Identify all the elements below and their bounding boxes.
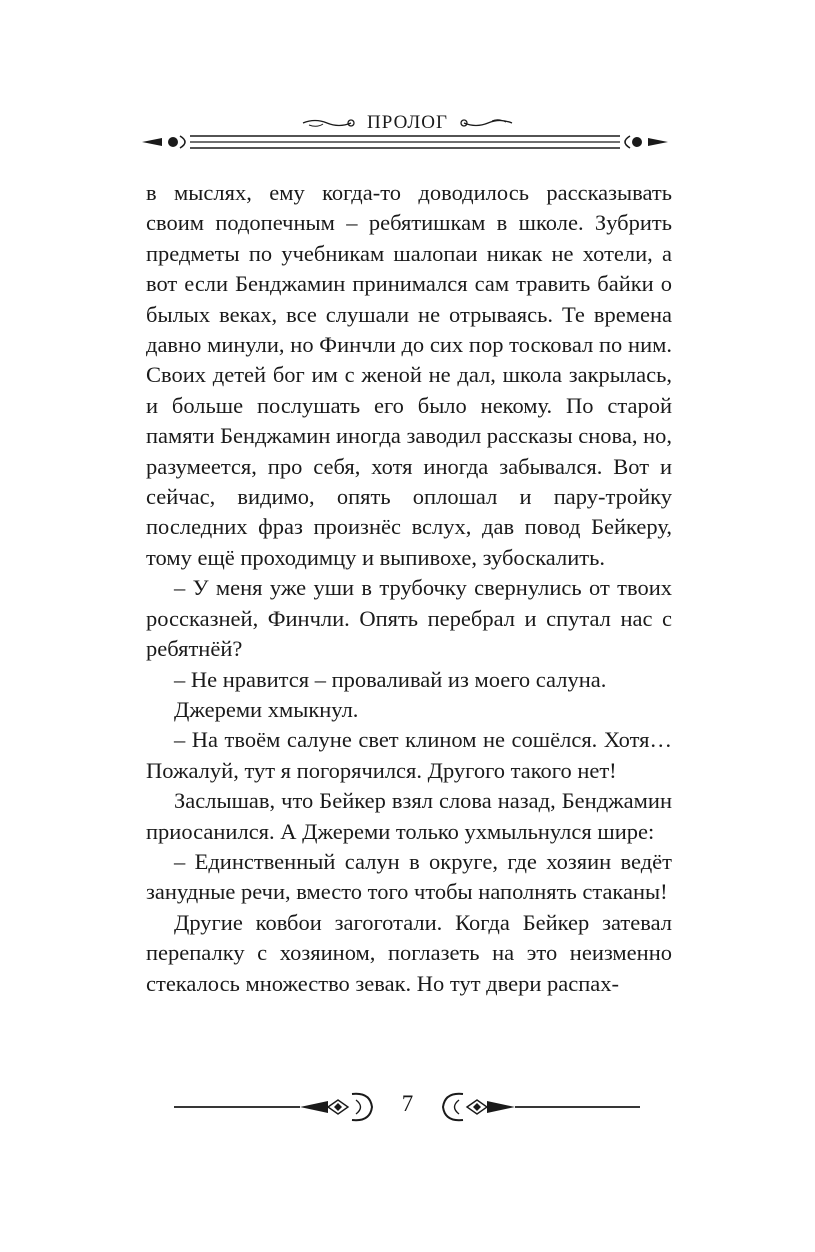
body-text <box>146 178 672 999</box>
paragraph: Джереми хмыкнул. <box>174 696 359 722</box>
paragraph: – У меня уже уши в трубочку свернулись от твоих россказней, Финчли. Опять перебрал и спутал нас с ребятнёй? <box>146 575 672 662</box>
header-ornamental-rule <box>140 132 670 156</box>
right-flourish-icon <box>458 116 514 130</box>
chapter-title: ПРОЛОГ <box>367 112 448 133</box>
paragraph: – На твоём салуне свет клином не сошёлся. Хотя… Пожалуй, тут я погорячился. Другого такого нет! <box>146 727 672 783</box>
left-flourish-icon <box>301 116 357 130</box>
paragraph: Другие ковбои загоготали. Когда Бейкер затевал перепалку с хозяином, поглазеть на это неизменно стекалось множество зевак. Но тут двери распах- <box>146 909 672 996</box>
paragraph: – Единственный салун в округе, где хозяин ведёт занудные речи, вместо того чтобы наполнять стаканы! <box>146 848 672 905</box>
page-footer <box>0 1082 815 1142</box>
paragraph: Заслышав, что Бейкер взял слова назад, Бенджамин приосанился. А Джереми только ухмыльнулся шире: <box>146 788 672 844</box>
paragraph: – Не нравится – проваливай из моего салуна. <box>174 666 607 692</box>
page-number: 7 <box>401 1091 414 1116</box>
running-header <box>0 100 815 160</box>
paragraph: в мыслях, ему когда-то доводилось рассказывать своим подопечным – ребятишкам в школе. Зубрить предметы по учебникам шалопаи никак не хотели, а вот если Бенджамин принимался сам травить байки о былых веках, все слушали не отрываясь. Те времена давно минули, но Финчли до сих пор тосковал по ним. Своих детей бог им с женой не дал, школа закрылась, и больше послушать его было некому. По старой памяти Бенджамин иногда заводил рассказы снова, но, разумеется, про себя, хотя иногда забывался. Вот и сейчас, видимо, опять оплошал и пару-тройку последних фраз произнёс вслух, дав повод Бейкеру, тому ещё проходимцу и выпивохе, зубоскалить. <box>146 180 672 570</box>
